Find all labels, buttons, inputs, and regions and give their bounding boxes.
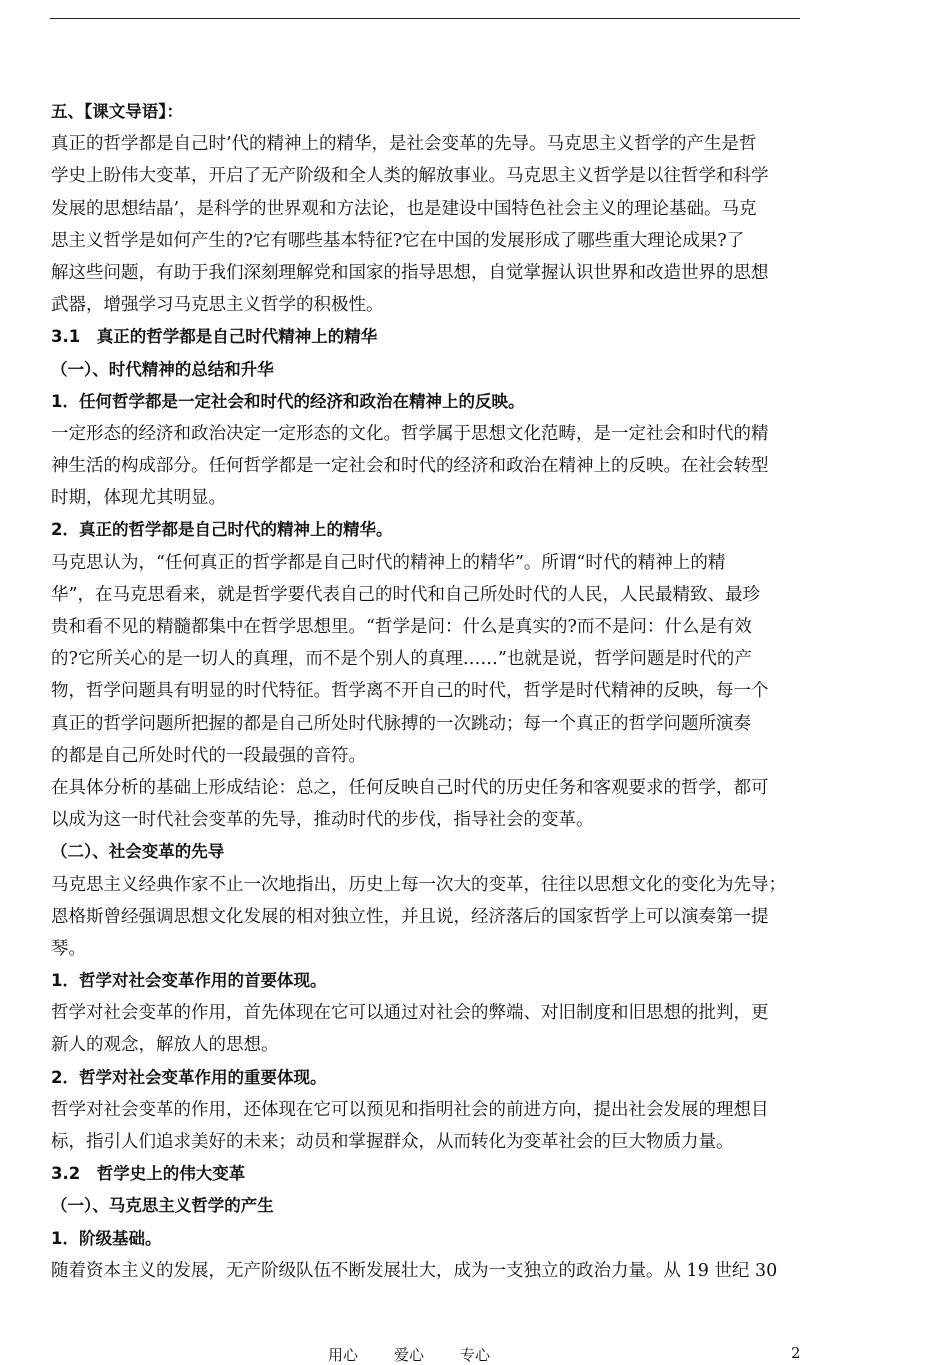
section-heading: 1．任何哲学都是一定社会和时代的经济和政治在精神上的反映。	[51, 391, 525, 411]
section-heading: 3.1 真正的哲学都是自己时代精神上的精华	[51, 327, 378, 347]
paragraph-line: 时期，体现尤其明显。	[51, 488, 226, 509]
paragraph-line: 新人的观念，解放人的思想。	[51, 1035, 279, 1056]
paragraph-line: 马克思认为，“任何真正的哲学都是自己时代的精神上的精华”。所谓“时代的精神上的精	[51, 552, 726, 573]
section-heading: （一）、时代精神的总结和升华	[51, 359, 274, 379]
paragraph-line: 的都是自己所处时代的一段最强的音符。	[51, 745, 366, 766]
section-heading: 2．哲学对社会变革作用的重要体现。	[51, 1067, 327, 1087]
paragraph-line: 琴。	[51, 938, 86, 959]
paragraph-line: 的?它所关心的是一切人的真理，而不是个别人的真理……”也就是说，哲学问题是时代的产	[51, 649, 752, 670]
page-footer	[0, 1344, 950, 1364]
paragraph-line: 华”，在马克思看来，就是哲学要代表自己的时代和自己所处时代的人民，人民最精致、最珍	[51, 584, 760, 605]
paragraph-line: 解这些问题，有助于我们深刻理解党和国家的指导思想，自觉掌握认识世界和改造世界的思想	[51, 262, 769, 283]
paragraph-line: 武器，增强学习马克思主义哲学的积极性。	[51, 295, 384, 316]
paragraph-line: 以成为这一时代社会变革的先导，推动时代的步伐，指导社会的变革。	[51, 810, 594, 831]
header-rule	[50, 18, 800, 19]
footer-motto-2: 爱心	[394, 1346, 425, 1364]
paragraph-line: 在具体分析的基础上形成结论：总之，任何反映自己时代的历史任务和客观要求的哲学，都可	[51, 777, 769, 798]
section-heading: （二）、社会变革的先导	[51, 842, 225, 862]
paragraph-line: 发展的思想结晶’，是科学的世界观和方法论，也是建设中国特色社会主义的理论基础。马克	[51, 198, 757, 219]
paragraph-line: 思主义哲学是如何产生的?它有哪些基本特征?它在中国的发展形成了哪些重大理论成果?了	[51, 230, 745, 251]
footer-motto-1: 用心	[328, 1346, 359, 1364]
section-heading: 2．真正的哲学都是自己时代的精神上的精华。	[51, 520, 393, 540]
paragraph-line: 哲学对社会变革的作用，还体现在它可以预见和指明社会的前进方向，提出社会发展的理想目	[51, 1099, 769, 1120]
section-heading: 3.2 哲学史上的伟大变革	[51, 1164, 246, 1184]
section-heading: 1．哲学对社会变革作用的首要体现。	[51, 971, 327, 991]
paragraph-line: 物，哲学问题具有明显的时代特征。哲学离不开自己的时代，哲学是时代精神的反映，每一个	[51, 681, 769, 702]
document-body	[51, 96, 811, 1287]
paragraph-line: 标，指引人们追求美好的未来；动员和掌握群众，从而转化为变革社会的巨大物质力量。	[51, 1132, 734, 1152]
section-heading: 五、【课文导语】：	[51, 102, 183, 121]
paragraph-line: 一定形态的经济和政治决定一定形态的文化。哲学属于思想文化范畴，是一定社会和时代的精	[51, 423, 769, 444]
paragraph-line: 学史上盼伟大变革，开启了无产阶级和全人类的解放事业。马克思主义哲学是以往哲学和科学	[51, 166, 769, 187]
paragraph-line: 真正的哲学问题所把握的都是自己所处时代脉搏的一次跳动；每一个真正的哲学问题所演奏	[51, 713, 751, 734]
paragraph-line: 恩格斯曾经强调思想文化发展的相对独立性，并且说，经济落后的国家哲学上可以演奏第一提	[51, 906, 769, 927]
paragraph-line: 马克思主义经典作家不止一次地指出，历史上每一次大的变革，往往以思想文化的变化为先导；	[51, 874, 786, 895]
section-heading: （一）、马克思主义哲学的产生	[51, 1196, 274, 1216]
paragraph-line: 随着资本主义的发展，无产阶级队伍不断发展壮大，成为一支独立的政治力量。从 19 世纪 30	[51, 1260, 778, 1281]
paragraph-line: 真正的哲学都是自己时’代的精神上的精华，是社会变革的先导。马克思主义哲学的产生是哲	[51, 134, 757, 155]
section-heading: 1．阶级基础。	[51, 1228, 162, 1248]
paragraph-line: 贵和看不见的精髓都集中在哲学思想里。“哲学是问：什么是真实的?而不是问：什么是有效	[51, 617, 752, 637]
paragraph-line: 哲学对社会变革的作用，首先体现在它可以通过对社会的弊端、对旧制度和旧思想的批判，更	[51, 1003, 769, 1024]
page-number: 2	[791, 1344, 801, 1362]
paragraph-line: 神生活的构成部分。任何哲学都是一定社会和时代的经济和政治在精神上的反映。在社会转型	[51, 456, 769, 477]
footer-motto-3: 专心	[460, 1346, 491, 1364]
